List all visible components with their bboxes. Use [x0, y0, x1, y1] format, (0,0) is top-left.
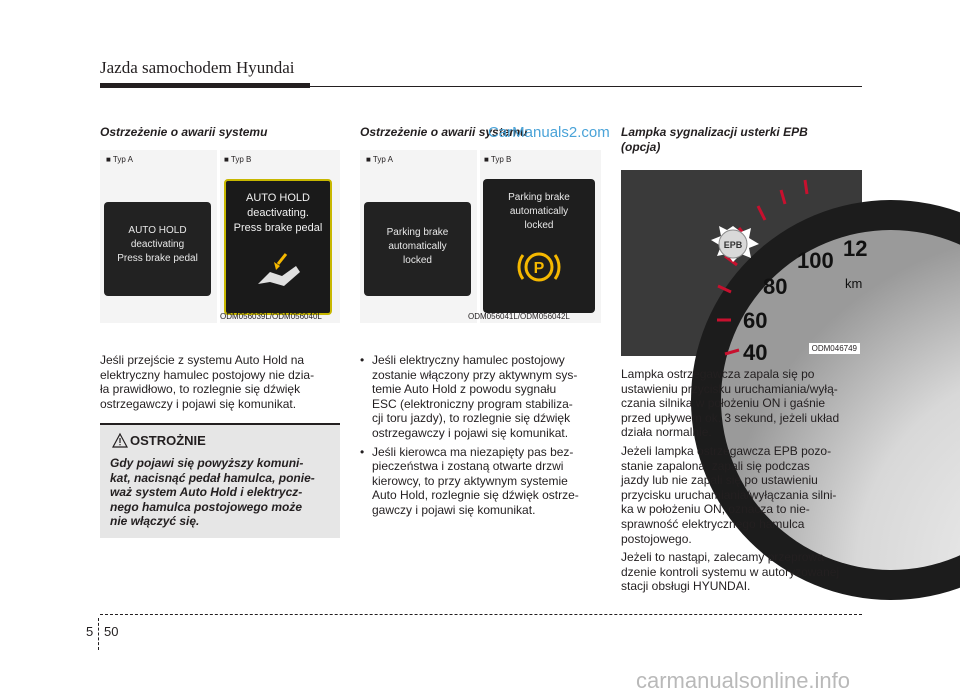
svg-text:P: P	[533, 260, 545, 277]
text-line: postojowego.	[621, 531, 692, 546]
heading-line: Lampka sygnalizacji usterki EPB	[621, 125, 808, 139]
screen-line: Parking brake	[386, 227, 449, 238]
text-line: nie włączyć się.	[110, 514, 200, 529]
figure-caption: ODM056039L/ODM056040L	[220, 312, 322, 321]
text-line: stacji obsługi HYUNDAI.	[621, 579, 751, 594]
header-rule-thin	[310, 86, 862, 87]
text-line: jazdy lub nie zapali się po ustawieniu	[621, 473, 818, 488]
screen-line: Parking brake	[508, 192, 570, 203]
col1-body	[100, 353, 340, 411]
text-line: kat, nacisnąć pedał hamulca, ponie-	[110, 470, 315, 485]
figure-caption: ODM046749	[809, 343, 860, 354]
speed-label: 40	[743, 340, 768, 365]
text-line: działa normalnie.	[621, 425, 712, 440]
chapter-number: 5	[86, 624, 94, 639]
text-line: ostrzegawczy i pojawi się komunikat.	[100, 396, 297, 411]
text-line: czania silnika w położeniu ON i gaśnie	[621, 396, 826, 411]
col2-bullets	[360, 353, 601, 522]
epb-label: EPB	[723, 240, 743, 250]
screen-line: AUTO HOLD	[128, 225, 187, 236]
col3-heading	[621, 125, 862, 155]
text-line: Auto Hold, rozlegnie się dźwięk ostrze-	[372, 488, 579, 503]
text-line: pieczeństwa i zostaną otwarte drzwi	[372, 459, 564, 474]
paragraph	[621, 444, 862, 546]
text-line: ła prawidłowo, to rozlegnie się dźwięk	[100, 382, 301, 397]
type-b-label: ■ Typ B	[224, 155, 252, 164]
footer-rule	[100, 614, 862, 615]
screen-line: locked	[524, 220, 554, 231]
parking-brake-icon	[517, 247, 561, 287]
caution-title: OSTROŻNIE	[130, 433, 206, 448]
display-screen-a	[104, 202, 211, 296]
speed-label: 12	[843, 236, 868, 261]
text-line: cji toru jazdy), to rozlegnie się dźwięk	[372, 411, 571, 426]
unit-label: km	[845, 276, 863, 291]
figure-divider	[217, 150, 220, 323]
text-line: • Jeśli kierowca ma niezapięty pas bez-	[372, 444, 574, 459]
text-line: temie Auto Hold z powodu sygnału	[372, 382, 557, 397]
display-screen-b	[483, 179, 595, 313]
col1-figure	[100, 150, 340, 323]
type-b-label: ■ Typ B	[484, 155, 512, 164]
text-line: Lampka ostrzegawcza zapala się po	[621, 367, 815, 381]
list-item	[360, 353, 601, 441]
screen-line: automatically	[388, 241, 447, 252]
caution-box	[100, 423, 340, 538]
text-line: Jeżeli to nastąpi, zalecamy przeprowa-	[621, 550, 828, 565]
screen-line: deactivating	[130, 239, 185, 250]
speed-label: 60	[743, 308, 768, 333]
text-line: nego hamulca postojowego może	[110, 499, 303, 514]
text-line: elektryczny hamulec postojowy nie dzia-	[100, 367, 315, 382]
figure-divider	[477, 150, 480, 323]
figure-caption: ODM056041L/ODM056042L	[468, 312, 570, 321]
display-screen-b	[224, 179, 332, 315]
display-screen-a	[364, 202, 471, 296]
header-title: Jazda samochodem Hyundai	[100, 58, 295, 77]
screen-line: deactivating.	[247, 207, 309, 219]
speed-label: 100	[797, 248, 834, 273]
page-number: 50	[104, 624, 119, 639]
screen-line: locked	[403, 255, 432, 266]
text-line: zostanie włączony przy aktywnym sys-	[372, 367, 578, 382]
type-a-label: ■ Typ A	[106, 155, 133, 164]
speed-label: 80	[763, 274, 788, 299]
col3-body	[621, 367, 862, 598]
text-line: przed upływem ok. 3 sekund, jeżeli układ	[621, 410, 840, 425]
text-line: sprawność elektrycznego hamulca	[621, 516, 805, 531]
paragraph	[621, 550, 862, 594]
footer-watermark-link[interactable]: carmanualsonline.info	[636, 668, 851, 693]
text-line: Gdy pojawi się powyższy komuni-	[110, 456, 304, 470]
col1-heading: Ostrzeżenie o awarii systemu	[100, 125, 268, 139]
epb-gauge-figure	[621, 170, 868, 365]
heading-line: (opcja)	[621, 140, 661, 154]
text-line: przycisku uruchamiania/wyłączania silni-	[621, 487, 837, 502]
caution-rule	[100, 423, 340, 425]
brake-pedal-icon	[248, 246, 308, 296]
screen-line: AUTO HOLD	[246, 192, 310, 204]
text-line: ESC (elektroniczny program stabiliza-	[372, 396, 573, 411]
footer-divider	[98, 618, 99, 650]
screen-line: automatically	[509, 206, 569, 217]
text-line: gawczy i pojawi się komunikat.	[372, 502, 536, 517]
text-line: dzenie kontroli systemu w autoryzowanej	[621, 564, 840, 579]
text-line: stanie zapalona, zapali się podczas	[621, 458, 810, 473]
caution-text	[110, 456, 334, 529]
speedometer-illustration	[621, 170, 868, 365]
header-rule	[100, 83, 310, 88]
screen-line: Press brake pedal	[117, 253, 198, 264]
text-line: waż system Auto Hold i elektrycz-	[110, 485, 303, 500]
paragraph	[621, 367, 862, 440]
col2-heading: Ostrzeżenie o awarii systemu	[360, 125, 528, 139]
type-a-label: ■ Typ A	[366, 155, 393, 164]
col2-figure	[360, 150, 601, 323]
text-line: ustawieniu przycisku uruchamiania/wyłą-	[621, 381, 838, 396]
warning-triangle-icon	[112, 433, 128, 448]
text-line: ostrzegawczy i pojawi się komunikat.	[372, 425, 569, 440]
list-item	[360, 445, 601, 518]
text-line: kierowcy, to przy aktywnym systemie	[372, 473, 568, 488]
text-line: Jeżeli lampka ostrzegawcza EPB pozo-	[621, 443, 832, 458]
watermark-link[interactable]: CarManuals2.com	[488, 124, 610, 141]
text-line: • Jeśli elektryczny hamulec postojowy	[372, 353, 565, 367]
text-line: Jeśli przejście z systemu Auto Hold na	[100, 353, 305, 367]
screen-line: Press brake pedal	[233, 222, 323, 234]
text-line: ka w położeniu ON, oznacza to nie-	[621, 502, 810, 517]
